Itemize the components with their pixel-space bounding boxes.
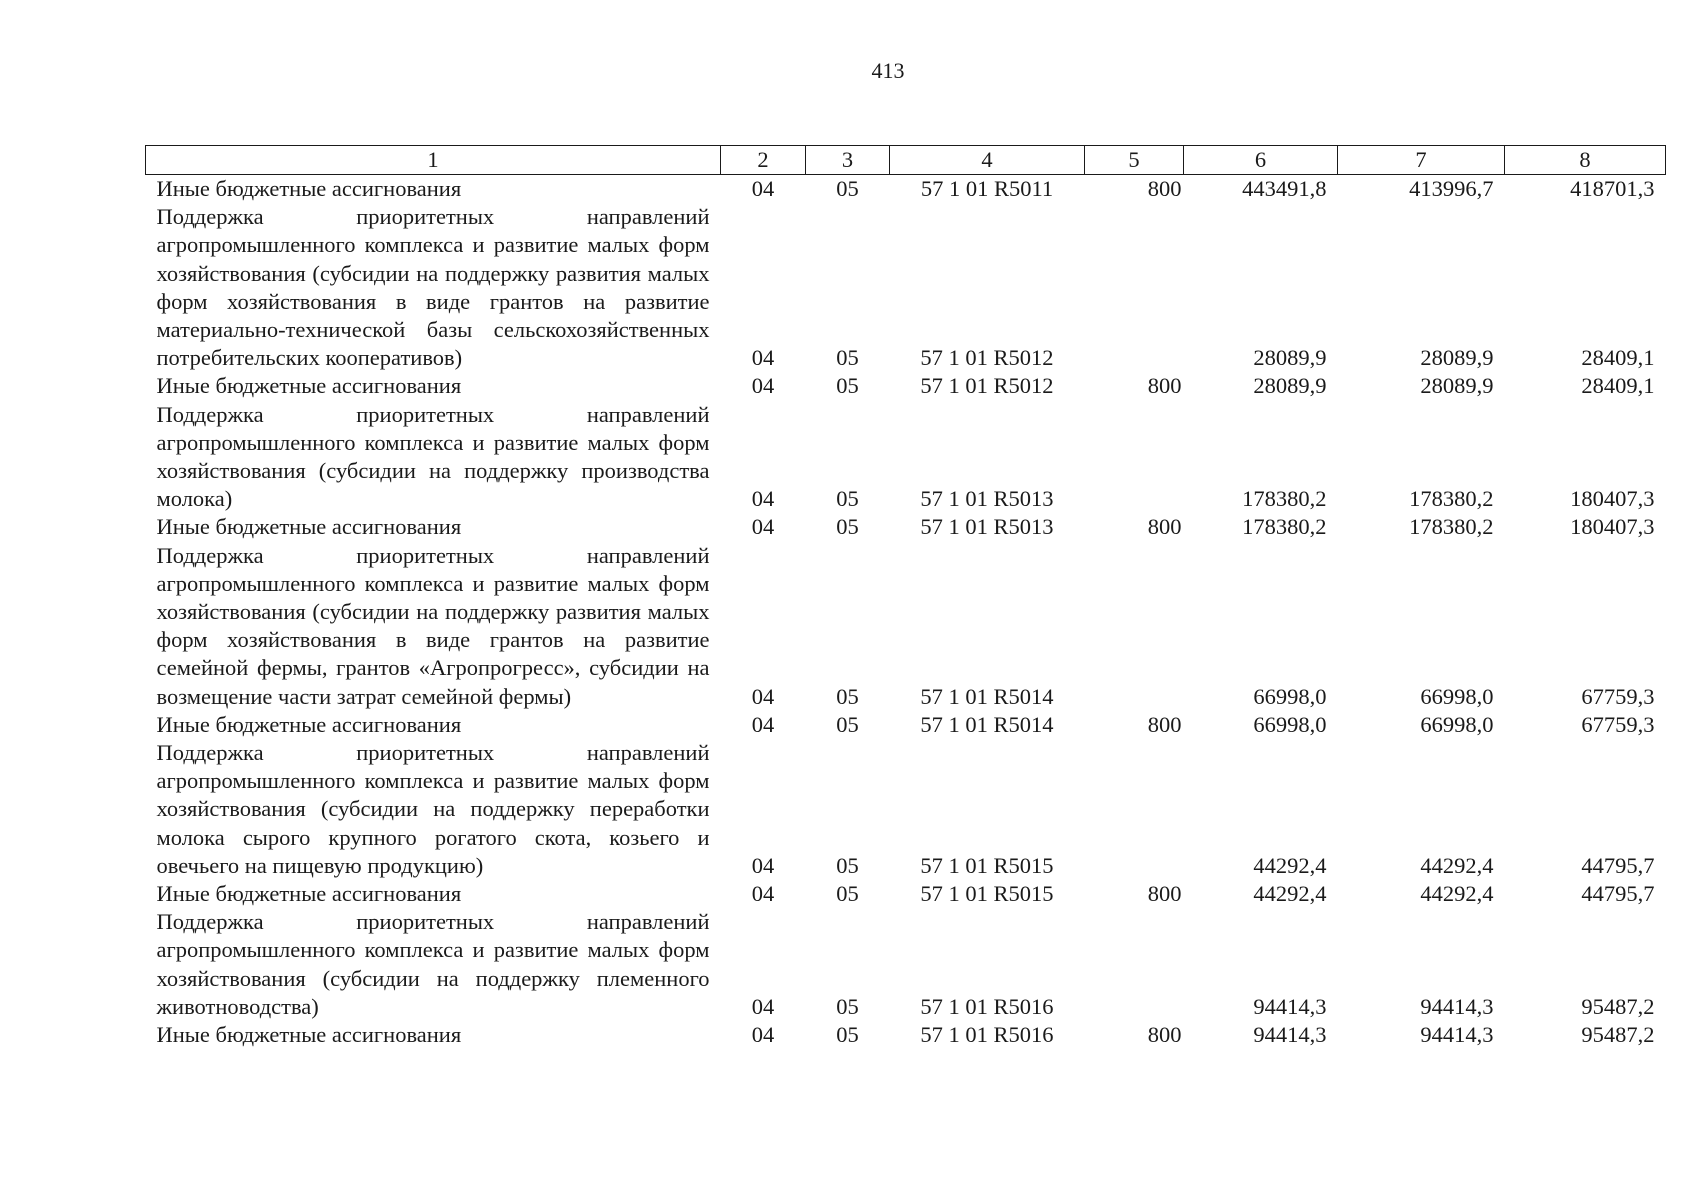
column-header: 7 [1338,146,1505,175]
amount-col-6: 44292,4 [1253,881,1327,907]
amount-col-7: 178380,2 [1409,514,1494,540]
table-row [146,372,1666,400]
header-row [146,146,1666,175]
table-row [146,401,1666,514]
subsection-code: 05 [836,486,859,512]
column-header: 4 [890,146,1085,175]
section-code: 04 [751,852,775,878]
subsection-code: 05 [836,993,859,1019]
amount-col-7: 44292,4 [1420,852,1494,878]
subsection-code: 05 [836,683,859,709]
amount-col-6: 178380,2 [1242,486,1327,512]
table-row [146,513,1666,541]
subsection-code: 05 [836,1022,859,1048]
expense-type-code [1085,542,1184,711]
row-name: Поддержка приоритетных направлений агропромышленного комплекса и развитие малых форм хозяйствования (субсидии на поддержку племенного животноводства) [156,909,710,1019]
amount-col-8: 28409,1 [1581,373,1655,399]
section-code: 04 [751,345,775,371]
budget-table [145,145,1666,1049]
row-name: Иные бюджетные ассигнования [156,881,462,907]
row-name: Поддержка приоритетных направлений агропромышленного комплекса и развитие малых форм хозяйствования (субсидии на поддержку переработки молока сырого крупного рогатого скота, козьего и овечьего на пищевую продукцию) [156,740,710,878]
row-name: Иные бюджетные ассигнования [156,711,462,737]
section-code: 04 [751,514,775,540]
page-number: 413 [871,58,905,83]
target-article-code: 57 1 01 R5013 [920,486,1054,512]
expense-type-code: 800 [1147,711,1182,737]
amount-col-6: 66998,0 [1253,711,1327,737]
amount-col-7: 44292,4 [1420,881,1494,907]
column-header: 5 [1085,146,1184,175]
amount-col-6: 178380,2 [1242,514,1327,540]
amount-col-7: 178380,2 [1409,486,1494,512]
table-row [146,175,1666,204]
table-header [146,146,1666,175]
target-article-code: 57 1 01 R5014 [920,683,1054,709]
amount-col-7: 28089,9 [1420,373,1494,399]
subsection-code: 05 [836,176,859,201]
amount-col-8: 44795,7 [1581,852,1655,878]
amount-col-8: 180407,3 [1570,514,1655,540]
expense-type-code [1085,401,1184,514]
target-article-code: 57 1 01 R5012 [920,373,1054,399]
subsection-code: 05 [836,345,859,371]
table-row [146,542,1666,711]
row-name: Иные бюджетные ассигнования [156,514,462,540]
table-row [146,739,1666,880]
expense-type-code: 800 [1147,881,1182,907]
target-article-code: 57 1 01 R5014 [920,711,1054,737]
amount-col-8: 44795,7 [1581,881,1655,907]
section-code: 04 [751,711,775,737]
amount-col-7: 28089,9 [1420,345,1494,371]
row-name: Иные бюджетные ассигнования [156,1022,462,1048]
amount-col-6: 44292,4 [1253,852,1327,878]
table-row [146,203,1666,372]
amount-col-7: 66998,0 [1420,683,1494,709]
row-name: Иные бюджетные ассигнования [156,373,462,399]
expense-type-code: 800 [1147,1022,1182,1048]
amount-col-6: 94414,3 [1253,993,1327,1019]
target-article-code: 57 1 01 R5016 [920,1022,1054,1048]
expense-type-code [1085,908,1184,1021]
section-code: 04 [751,993,775,1019]
column-header: 3 [806,146,890,175]
table-row [146,711,1666,739]
section-code: 04 [751,176,775,201]
column-header: 1 [146,146,721,175]
expense-type-code: 800 [1147,514,1182,540]
section-code: 04 [751,881,775,907]
amount-col-8: 180407,3 [1570,486,1655,512]
row-name: Поддержка приоритетных направлений агропромышленного комплекса и развитие малых форм хозяйствования (субсидии на поддержку развития малых форм хозяйствования в виде грантов на развитие семейной фермы, грантов «Агропрогресс», субсидии на возмещение части затрат семейной фермы) [156,542,710,709]
subsection-code: 05 [836,711,859,737]
section-code: 04 [751,1022,775,1048]
target-article-code: 57 1 01 R5015 [920,881,1054,907]
table-body [146,175,1666,1050]
target-article-code: 57 1 01 R5016 [920,993,1054,1019]
amount-col-6: 28089,9 [1253,373,1327,399]
amount-col-6: 94414,3 [1253,1022,1327,1048]
target-article-code: 57 1 01 R5011 [920,176,1054,201]
amount-col-8: 95487,2 [1581,1022,1655,1048]
amount-col-8: 28409,1 [1581,345,1655,371]
target-article-code: 57 1 01 R5013 [920,514,1054,540]
expense-type-code [1085,739,1184,880]
amount-col-8: 418701,3 [1570,176,1655,201]
subsection-code: 05 [836,514,859,540]
target-article-code: 57 1 01 R5012 [920,345,1054,371]
subsection-code: 05 [836,881,859,907]
column-header: 8 [1505,146,1666,175]
row-name: Поддержка приоритетных направлений агропромышленного комплекса и развитие малых форм хозяйствования (субсидии на поддержку развития малых форм хозяйствования в виде грантов на развитие материально-технической базы сельскохозяйственных потребительских кооперативов) [156,204,710,371]
column-header: 2 [721,146,806,175]
table-row [146,1021,1666,1049]
table-row [146,880,1666,908]
row-name: Иные бюджетные ассигнования [156,176,462,201]
amount-col-7: 66998,0 [1420,711,1494,737]
expense-type-code [1085,203,1184,372]
row-name: Поддержка приоритетных направлений агропромышленного комплекса и развитие малых форм хозяйствования (субсидии на поддержку производства молока) [156,401,710,512]
expense-type-code: 800 [1147,176,1182,201]
amount-col-6: 66998,0 [1253,683,1327,709]
amount-col-7: 94414,3 [1420,993,1494,1019]
column-header: 6 [1184,146,1338,175]
expense-type-code: 800 [1147,373,1182,399]
amount-col-8: 95487,2 [1581,993,1655,1019]
table-row [146,908,1666,1021]
amount-col-6: 443491,8 [1242,176,1327,201]
section-code: 04 [751,486,775,512]
target-article-code: 57 1 01 R5015 [920,852,1054,878]
amount-col-7: 413996,7 [1409,176,1494,201]
amount-col-6: 28089,9 [1253,345,1327,371]
subsection-code: 05 [836,852,859,878]
amount-col-8: 67759,3 [1581,711,1655,737]
subsection-code: 05 [836,373,859,399]
section-code: 04 [751,683,775,709]
section-code: 04 [751,373,775,399]
amount-col-8: 67759,3 [1581,683,1655,709]
amount-col-7: 94414,3 [1420,1022,1494,1048]
